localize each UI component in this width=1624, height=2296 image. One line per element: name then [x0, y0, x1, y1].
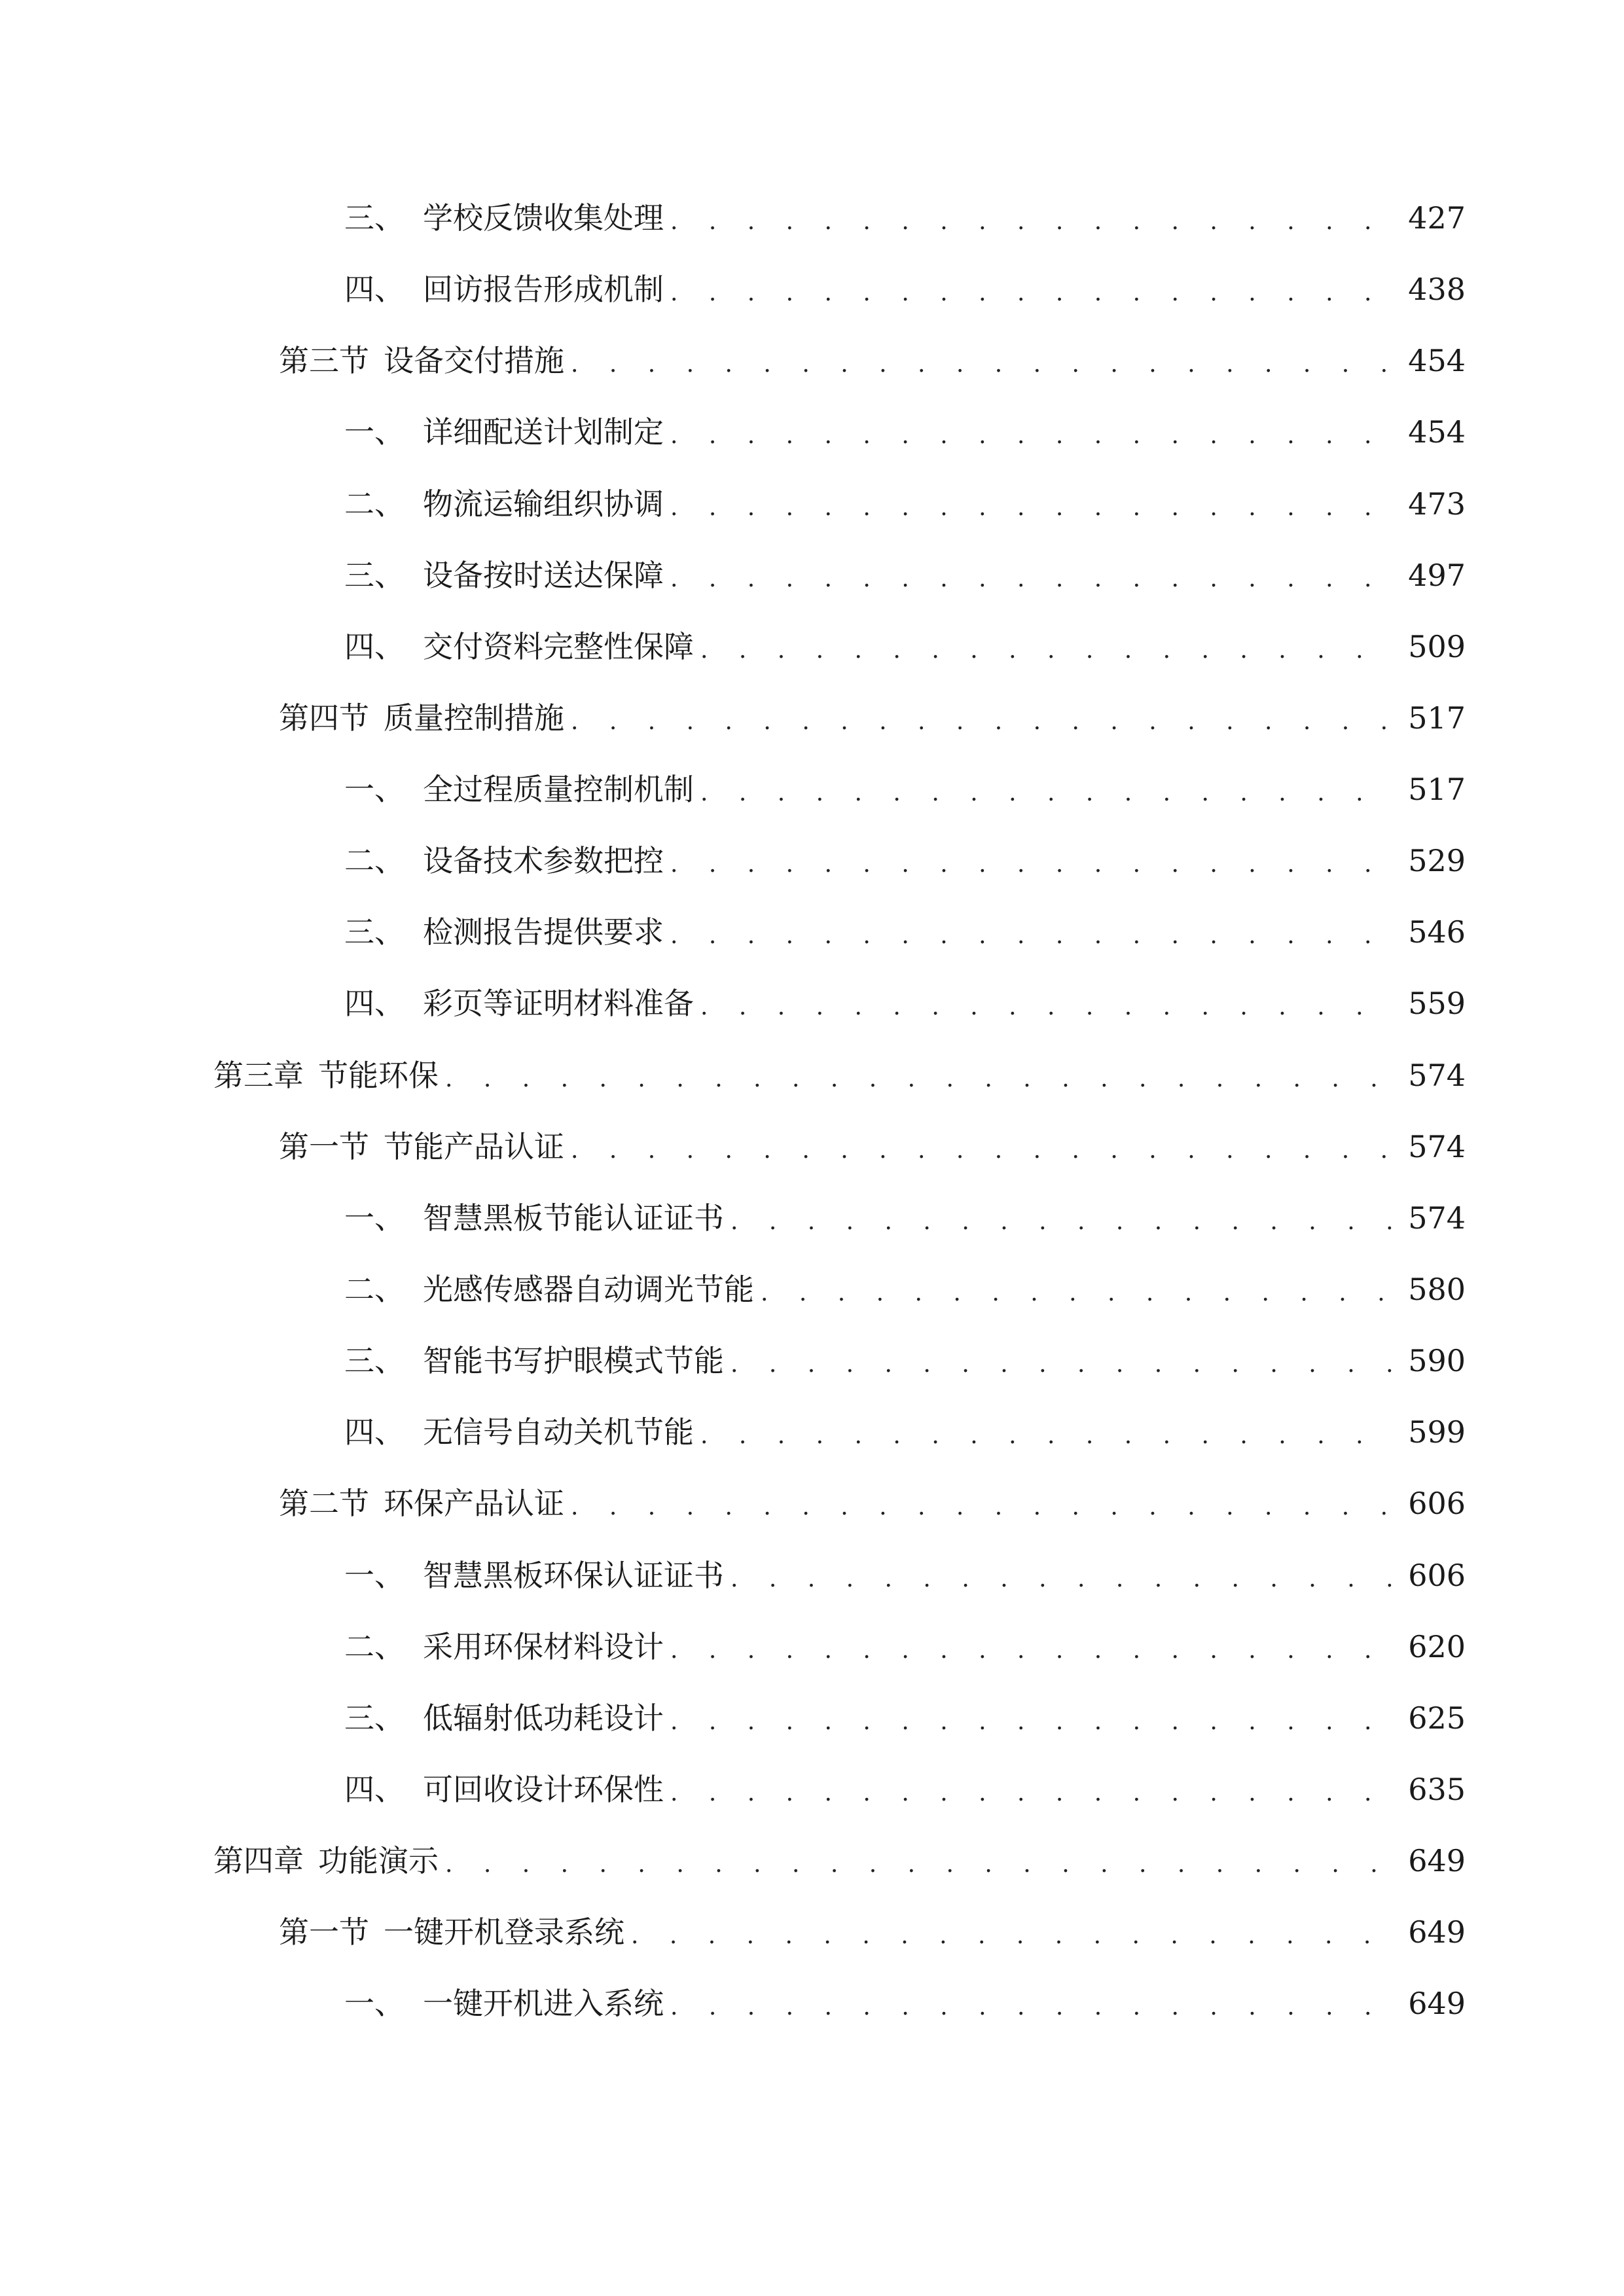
toc-dot-leader — [670, 1767, 1394, 1820]
toc-entry-title: 智慧黑板环保认证证书 — [423, 1558, 724, 1593]
toc-entry-number: 三、 — [344, 558, 405, 593]
toc-entry-page: 635 — [1408, 1772, 1466, 1807]
toc-entry-number: 二、 — [344, 843, 405, 878]
toc-entry-title: 设备交付措施 — [384, 343, 564, 378]
toc-entry-title: 交付资料完整性保障 — [423, 629, 694, 664]
toc-entry-number: 第四节 — [279, 700, 369, 736]
toc-entry-number: 一、 — [344, 1200, 405, 1236]
toc-entry-section[interactable] — [344, 834, 1466, 887]
toc-entry-number: 二、 — [344, 1272, 405, 1307]
toc-entry-subchapter[interactable] — [279, 1121, 1466, 1173]
toc-entry-section[interactable] — [344, 406, 1466, 458]
toc-entry-page: 454 — [1408, 414, 1466, 450]
toc-dot-leader — [445, 1053, 1394, 1105]
toc-entry-section[interactable] — [344, 1549, 1466, 1602]
toc-entry-title: 光感传感器自动调光节能 — [423, 1272, 754, 1307]
toc-entry-page: 438 — [1408, 272, 1466, 307]
toc-entry-page: 574 — [1408, 1200, 1466, 1236]
toc-entry-number: 一、 — [344, 1986, 405, 2021]
toc-entry-number: 一、 — [344, 1558, 405, 1593]
toc-entry-title: 环保产品认证 — [384, 1486, 564, 1521]
toc-entry-section[interactable] — [344, 1192, 1466, 1244]
toc-entry-section[interactable] — [344, 620, 1466, 673]
toc-entry-number: 二、 — [344, 1629, 405, 1664]
toc-entry-section[interactable] — [344, 763, 1466, 816]
toc-dot-leader — [670, 410, 1394, 462]
toc-entry-section[interactable] — [344, 1335, 1466, 1387]
toc-entry-subchapter[interactable] — [279, 1906, 1466, 1958]
toc-entry-title: 一键开机登录系统 — [384, 1914, 624, 1950]
toc-entry-section[interactable] — [344, 1621, 1466, 1673]
toc-entry-subchapter[interactable] — [279, 1477, 1466, 1530]
toc-dot-leader — [631, 1910, 1394, 1962]
toc-dot-leader — [670, 1624, 1394, 1677]
toc-entry-section[interactable] — [344, 977, 1466, 1030]
toc-entry-number: 一、 — [344, 772, 405, 807]
toc-entry-page: 606 — [1408, 1558, 1466, 1593]
toc-entry-page: 427 — [1408, 200, 1466, 236]
toc-dot-leader — [731, 1553, 1394, 1605]
toc-dot-leader — [670, 196, 1394, 248]
toc-entry-page: 606 — [1408, 1486, 1466, 1521]
toc-entry-page: 517 — [1408, 700, 1466, 736]
toc-entry-title: 节能产品认证 — [384, 1129, 564, 1164]
toc-dot-leader — [571, 1481, 1394, 1534]
toc-dot-leader — [700, 981, 1394, 1033]
toc-entry-section[interactable] — [344, 192, 1466, 244]
toc-entry-number: 第一节 — [279, 1914, 369, 1950]
toc-entry-number: 第一节 — [279, 1129, 369, 1164]
toc-entry-title: 设备按时送达保障 — [423, 558, 664, 593]
toc-dot-leader — [761, 1267, 1394, 1319]
toc-entry-subchapter[interactable] — [279, 334, 1466, 387]
toc-entry-page: 580 — [1408, 1272, 1466, 1307]
toc-entry-title: 质量控制措施 — [384, 700, 564, 736]
toc-dot-leader — [700, 767, 1394, 819]
toc-entry-page: 649 — [1408, 1986, 1466, 2021]
toc-entry-title: 彩页等证明材料准备 — [423, 986, 694, 1021]
toc-entry-section[interactable] — [344, 1692, 1466, 1744]
toc-entry-number: 三、 — [344, 1343, 405, 1378]
toc-entry-number: 第二节 — [279, 1486, 369, 1521]
toc-entry-title: 节能环保 — [318, 1058, 439, 1093]
toc-entry-chapter[interactable] — [213, 1835, 1466, 1887]
toc-entry-number: 第三章 — [213, 1058, 304, 1093]
toc-entry-page: 649 — [1408, 1843, 1466, 1878]
toc-dot-leader — [670, 1696, 1394, 1748]
toc-dot-leader — [670, 482, 1394, 534]
toc-entry-page: 590 — [1408, 1343, 1466, 1378]
toc-entry-title: 一键开机进入系统 — [423, 1986, 664, 2021]
toc-entry-section[interactable] — [344, 1263, 1466, 1316]
toc-entry-number: 四、 — [344, 986, 405, 1021]
toc-dot-leader — [670, 553, 1394, 605]
toc-dot-leader — [571, 1124, 1394, 1177]
toc-entry-page: 599 — [1408, 1414, 1466, 1450]
toc-entry-section[interactable] — [344, 1406, 1466, 1458]
toc-dot-leader — [571, 696, 1394, 748]
toc-entry-page: 559 — [1408, 986, 1466, 1021]
toc-dot-leader — [700, 1410, 1394, 1462]
toc-entry-section[interactable] — [344, 549, 1466, 601]
toc-entry-number: 四、 — [344, 272, 405, 307]
toc-entry-title: 设备技术参数把控 — [423, 843, 664, 878]
toc-entry-number: 二、 — [344, 486, 405, 522]
toc-entry-title: 智能书写护眼模式节能 — [423, 1343, 724, 1378]
toc-entry-number: 四、 — [344, 1772, 405, 1807]
toc-entry-page: 574 — [1408, 1058, 1466, 1093]
toc-entry-number: 第四章 — [213, 1843, 304, 1878]
toc-entry-section[interactable] — [344, 263, 1466, 315]
toc-entry-subchapter[interactable] — [279, 692, 1466, 744]
toc-dot-leader — [445, 1839, 1394, 1891]
toc-entry-page: 473 — [1408, 486, 1466, 522]
toc-entry-page: 546 — [1408, 914, 1466, 950]
toc-entry-number: 四、 — [344, 1414, 405, 1450]
toc-entry-title: 检测报告提供要求 — [423, 914, 664, 950]
toc-entry-number: 三、 — [344, 200, 405, 236]
toc-entry-page: 454 — [1408, 343, 1466, 378]
toc-dot-leader — [731, 1196, 1394, 1248]
toc-dot-leader — [670, 910, 1394, 962]
toc-entry-page: 517 — [1408, 772, 1466, 807]
toc-dot-leader — [670, 267, 1394, 319]
toc-entry-title: 智慧黑板节能认证证书 — [423, 1200, 724, 1236]
toc-entry-section[interactable] — [344, 1977, 1466, 2030]
toc-entry-page: 649 — [1408, 1914, 1466, 1950]
toc-dot-leader — [670, 838, 1394, 891]
toc-entry-page: 497 — [1408, 558, 1466, 593]
toc-entry-page: 625 — [1408, 1700, 1466, 1736]
toc-entry-title: 无信号自动关机节能 — [423, 1414, 694, 1450]
toc-entry-number: 四、 — [344, 629, 405, 664]
toc-dot-leader — [700, 624, 1394, 677]
toc-entry-number: 三、 — [344, 1700, 405, 1736]
toc-entry-page: 620 — [1408, 1629, 1466, 1664]
toc-entry-title: 采用环保材料设计 — [423, 1629, 664, 1664]
toc-entry-number: 一、 — [344, 414, 405, 450]
toc-entry-number: 第三节 — [279, 343, 369, 378]
toc-entry-number: 三、 — [344, 914, 405, 950]
toc-entry-title: 学校反馈收集处理 — [423, 200, 664, 236]
toc-entry-title: 全过程质量控制机制 — [423, 772, 694, 807]
toc-entry-title: 低辐射低功耗设计 — [423, 1700, 664, 1736]
toc-entry-section[interactable] — [344, 478, 1466, 530]
toc-entry-title: 物流运输组织协调 — [423, 486, 664, 522]
toc-dot-leader — [731, 1338, 1394, 1391]
toc-dot-leader — [670, 1981, 1394, 2034]
toc-entry-chapter[interactable] — [213, 1049, 1466, 1102]
toc-entry-title: 功能演示 — [318, 1843, 439, 1878]
toc-entry-page: 529 — [1408, 843, 1466, 878]
toc-entry-page: 509 — [1408, 629, 1466, 664]
toc-entry-title: 回访报告形成机制 — [423, 272, 664, 307]
toc-entry-section[interactable] — [344, 1763, 1466, 1816]
toc-entry-section[interactable] — [344, 906, 1466, 958]
toc-entry-title: 可回收设计环保性 — [423, 1772, 664, 1807]
toc-entry-page: 574 — [1408, 1129, 1466, 1164]
toc-dot-leader — [571, 338, 1394, 391]
toc-entry-title: 详细配送计划制定 — [423, 414, 664, 450]
